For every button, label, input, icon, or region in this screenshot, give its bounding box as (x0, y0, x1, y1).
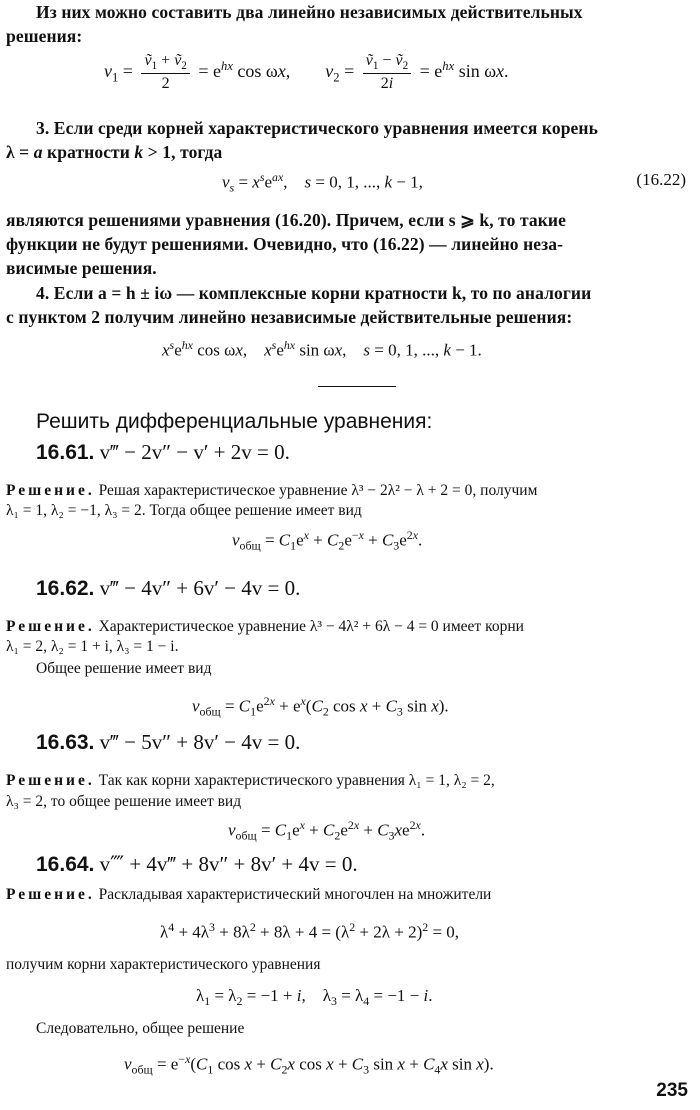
problem-16-61-solution-line-1: Решение. Решая характеристическое уравнение λ³ − 2λ² − λ + 2 = 0, получим (6, 482, 538, 499)
problem-number: 16.62. (36, 577, 95, 600)
page-number: 235 (656, 1080, 688, 1101)
problem-16-61 (36, 440, 290, 465)
problem-16-64-formula-3: $v_{общ} = e^{-x}(C_1$ $\cos x + C_2x$ $\cos x + C_3$ $\sin x + C_4x$ sin x). (124, 1052, 494, 1077)
problem-equation: v⁗ + 4v‴ + 8v″ + 8v′ + 4v = 0. (99, 852, 358, 876)
solution-label: Решение. (6, 772, 95, 789)
item3-line-4: функции не будут решениями. Очевидно, что (16.22) — линейно неза- (6, 234, 564, 254)
item4-line-1: 4. Если a = h ± iω — комплексные корни кратности k, то по аналогии (36, 283, 592, 303)
problem-16-61-solution-line-2: λ₁ = 1, λ₂ = −1, λ₃ = 2. Тогда общее решение имеет вид (6, 502, 362, 519)
problem-equation: v‴ − 5v″ + 8v′ − 4v = 0. (99, 730, 301, 754)
problem-16-62-solution-line-2: λ₁ = 2, λ₂ = 1 + i, λ₃ = 1 − i. (6, 638, 179, 655)
problem-16-62 (36, 576, 300, 601)
problem-16-64-solution-line-2: получим корни характеристического уравнения (6, 956, 321, 973)
formula-v2-label: $v_2$ = (325, 60, 355, 84)
section-divider (318, 386, 396, 387)
problem-16-64-formula-2: $\lambda_1 = \lambda_2 = -1 + i$, $\lambda_3 = \lambda_4 = -1 - i$. (196, 986, 433, 1009)
problem-number: 16.64. (36, 853, 95, 876)
problem-16-63-solution-line-2: λ₃ = 2, то общее решение имеет вид (6, 793, 242, 810)
problem-16-64 (36, 852, 358, 877)
problem-16-63-formula: $v_{общ} = C_1e^x + C_2e^{2x} + C_3xe^{2x}$. (228, 818, 426, 843)
intro-line-2: решения: (6, 26, 83, 46)
item4-line-2: с пунктом 2 получим линейно независимые действительные решения: (6, 307, 573, 327)
item3-formula: $v_s = x^se^{ax}$, s = 0, 1, ..., k − 1, (222, 170, 423, 195)
problem-16-62-solution-line-3: Общее решение имеет вид (36, 660, 212, 677)
item3-line-5: висимые решения. (6, 258, 157, 278)
intro-line-1: Из них можно составить два линейно независимых действительных (36, 2, 583, 22)
problem-equation: v‴ − 4v″ + 6v′ − 4v = 0. (99, 576, 301, 600)
problem-16-64-solution-line-1: Решение. Раскладывая характеристический многочлен на множители (6, 886, 492, 903)
solution-label: Решение. (6, 618, 95, 635)
formula-v1-label: $v_1$ = (104, 60, 133, 84)
formula-v2-fraction: $\frac{ṽ_1 - ṽ_2}{2i}$ (363, 52, 411, 93)
item4-formula: $x^se^{hx}$ cos ωx, $x^se^{hx}$ sin ωx, s = 0, 1, ..., k − 1. (162, 338, 482, 360)
problem-16-62-solution-line-1: Решение. Характеристическое уравнение λ³ − 4λ² + 6λ − 4 = 0 имеет корни (6, 618, 524, 635)
problem-16-62-formula: $v_{общ} = C_1e^{2x} + e^x(C_2$ $\cos x + C_3$ sin x). (192, 694, 449, 719)
item3-line-1: 3. Если среди корней характеристического уравнения имеется корень (36, 118, 598, 138)
problem-16-64-solution-line-3: Следовательно, общее решение (36, 1020, 245, 1037)
problem-16-61-formula: $v_{общ} = C_1e^x + C_2e^{-x} + C_3e^{2x}$. (232, 528, 423, 553)
problem-number: 16.61. (36, 441, 95, 464)
solution-label: Решение. (6, 886, 95, 903)
formula-v1-fraction: $\frac{ṽ_1 + ṽ_2}{2}$ (141, 52, 189, 93)
item3-line-2: λ = a кратности k > 1, тогда (6, 142, 223, 162)
problem-number: 16.63. (36, 731, 95, 754)
solution-label: Решение. (6, 482, 95, 499)
item3-line-3: являются решениями уравнения (16.20). Причем, если s ⩾ k, то такие (6, 210, 566, 230)
problem-16-64-formula-1: $\lambda^4 + 4\lambda^3 + 8\lambda^2 + 8\lambda + 4 = (\lambda^2 + 2\lambda + 2)^2 = 0$, (160, 920, 460, 942)
formula-v1-v2 (104, 52, 509, 93)
problem-16-63-solution-line-1: Решение. Так как корни характеристического уравнения λ₁ = 1, λ₂ = 2, (6, 772, 495, 789)
formula-v2-rhs: = $e^{hx}$ sin ωx. (419, 58, 509, 81)
problem-16-63 (36, 730, 300, 755)
section-heading: Решить дифференциальные уравнения: (36, 410, 433, 433)
equation-number-16-22: (16.22) (636, 170, 686, 189)
problem-equation: v‴ − 2v″ − v′ + 2v = 0. (99, 440, 290, 464)
formula-v1-rhs: = $e^{hx}$ cos ωx, (198, 58, 291, 81)
